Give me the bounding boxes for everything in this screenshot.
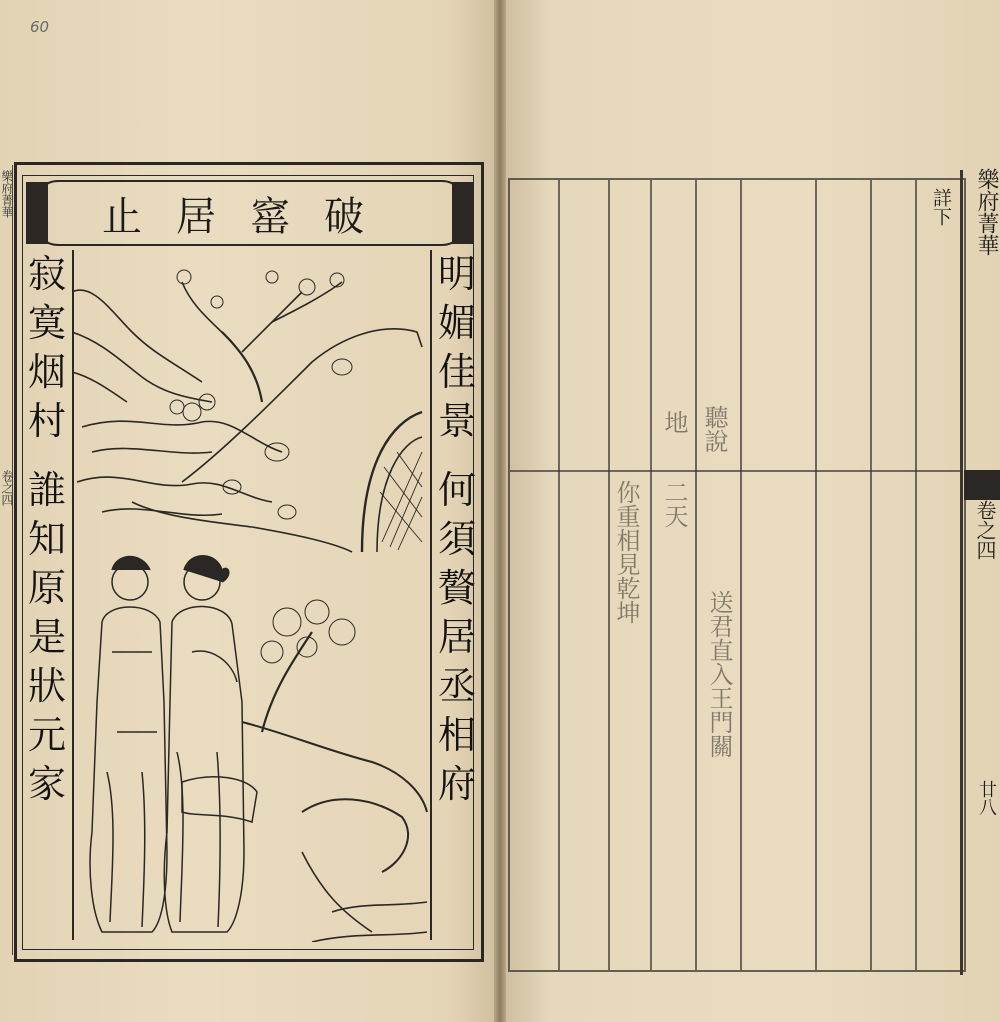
column-rule (558, 180, 560, 970)
column-rule (870, 180, 872, 970)
page-title: 破窰居止 (102, 193, 398, 240)
cliff-rocks (223, 359, 352, 519)
couplet-char: 相 (437, 713, 476, 757)
bleed-text-column: 聽說 (700, 405, 728, 453)
bleed-text-column: 二天 (660, 480, 688, 528)
column-rule (608, 180, 610, 970)
couplet-char: 須 (437, 517, 476, 561)
column-rule (815, 180, 817, 970)
couplet-char: 府 (437, 762, 476, 806)
couplet-char: 居 (437, 615, 476, 659)
couplet-char: 元 (27, 713, 66, 757)
column-rule (915, 180, 917, 970)
lower-foliage (261, 600, 355, 663)
figure-right (164, 556, 257, 932)
couplet-char: 狀 (27, 664, 66, 708)
stream-line (77, 477, 272, 502)
bleed-text-column: 地 (660, 410, 688, 434)
hill-contour (72, 290, 202, 382)
lower-rocks (302, 799, 408, 872)
lower-rocks (302, 852, 372, 932)
hill-contour (72, 372, 127, 402)
running-title: 樂府菁華 (974, 168, 999, 256)
foliage (177, 270, 344, 308)
left-edge-chapter: 卷之四 (0, 470, 14, 506)
figure-left (90, 557, 167, 933)
left-edge-title: 樂府菁華 (0, 170, 14, 218)
couplet-char: 景 (437, 399, 476, 443)
couplet-char: 丞 (437, 664, 476, 708)
couplet-char: 村 (27, 399, 66, 443)
pencil-page-note: 60 (30, 18, 50, 36)
stream-line (92, 448, 212, 453)
page-title-cartouche (34, 180, 466, 246)
couplet-right (434, 252, 480, 935)
ground-line (332, 902, 427, 912)
couplet-char: 家 (27, 762, 66, 806)
detail-label: 詳下 (930, 188, 952, 226)
couplet-char: 何 (437, 468, 476, 512)
lower-rocks (242, 722, 427, 812)
couplet-char: 原 (27, 566, 66, 610)
cave-arch (377, 437, 422, 552)
bleed-through-frame (508, 178, 966, 972)
couplet-char: 寞 (27, 301, 66, 345)
column-rule (740, 180, 742, 970)
cliff-outline (182, 329, 422, 482)
column-rule (650, 180, 652, 970)
section-rule (740, 470, 960, 472)
ground-line (312, 932, 427, 942)
couplet-char: 媚 (437, 301, 476, 345)
couplet-char: 寂 (27, 252, 66, 296)
folio-number: 廿八 (976, 780, 997, 816)
stream-line (82, 421, 282, 452)
tree-branch (272, 282, 342, 322)
page-margin-rule (960, 170, 963, 975)
fishtail-block (964, 470, 1000, 500)
couplet-char: 贅 (437, 566, 476, 610)
woodblock-illustration (72, 252, 432, 942)
lower-tree-trunk (262, 632, 312, 732)
chapter-label: 卷之四 (973, 500, 997, 560)
cave-lattice (380, 452, 422, 550)
couplet-left (24, 252, 70, 935)
couplet-char: 明 (437, 252, 476, 296)
hill-contour (72, 332, 212, 402)
couplet-char: 知 (27, 517, 66, 561)
bleed-text-column: 送君直入王門關 (705, 590, 733, 758)
couplet-char: 誰 (27, 468, 66, 512)
cliff-outline (132, 502, 352, 552)
column-rule (695, 180, 697, 970)
book-gutter (494, 0, 506, 1022)
couplet-char: 烟 (27, 350, 66, 394)
bleed-text-column: 你重相見乾坤 (612, 480, 640, 624)
tree-trunk (222, 332, 262, 402)
couplet-char: 是 (27, 615, 66, 659)
couplet-char: 佳 (437, 350, 476, 394)
